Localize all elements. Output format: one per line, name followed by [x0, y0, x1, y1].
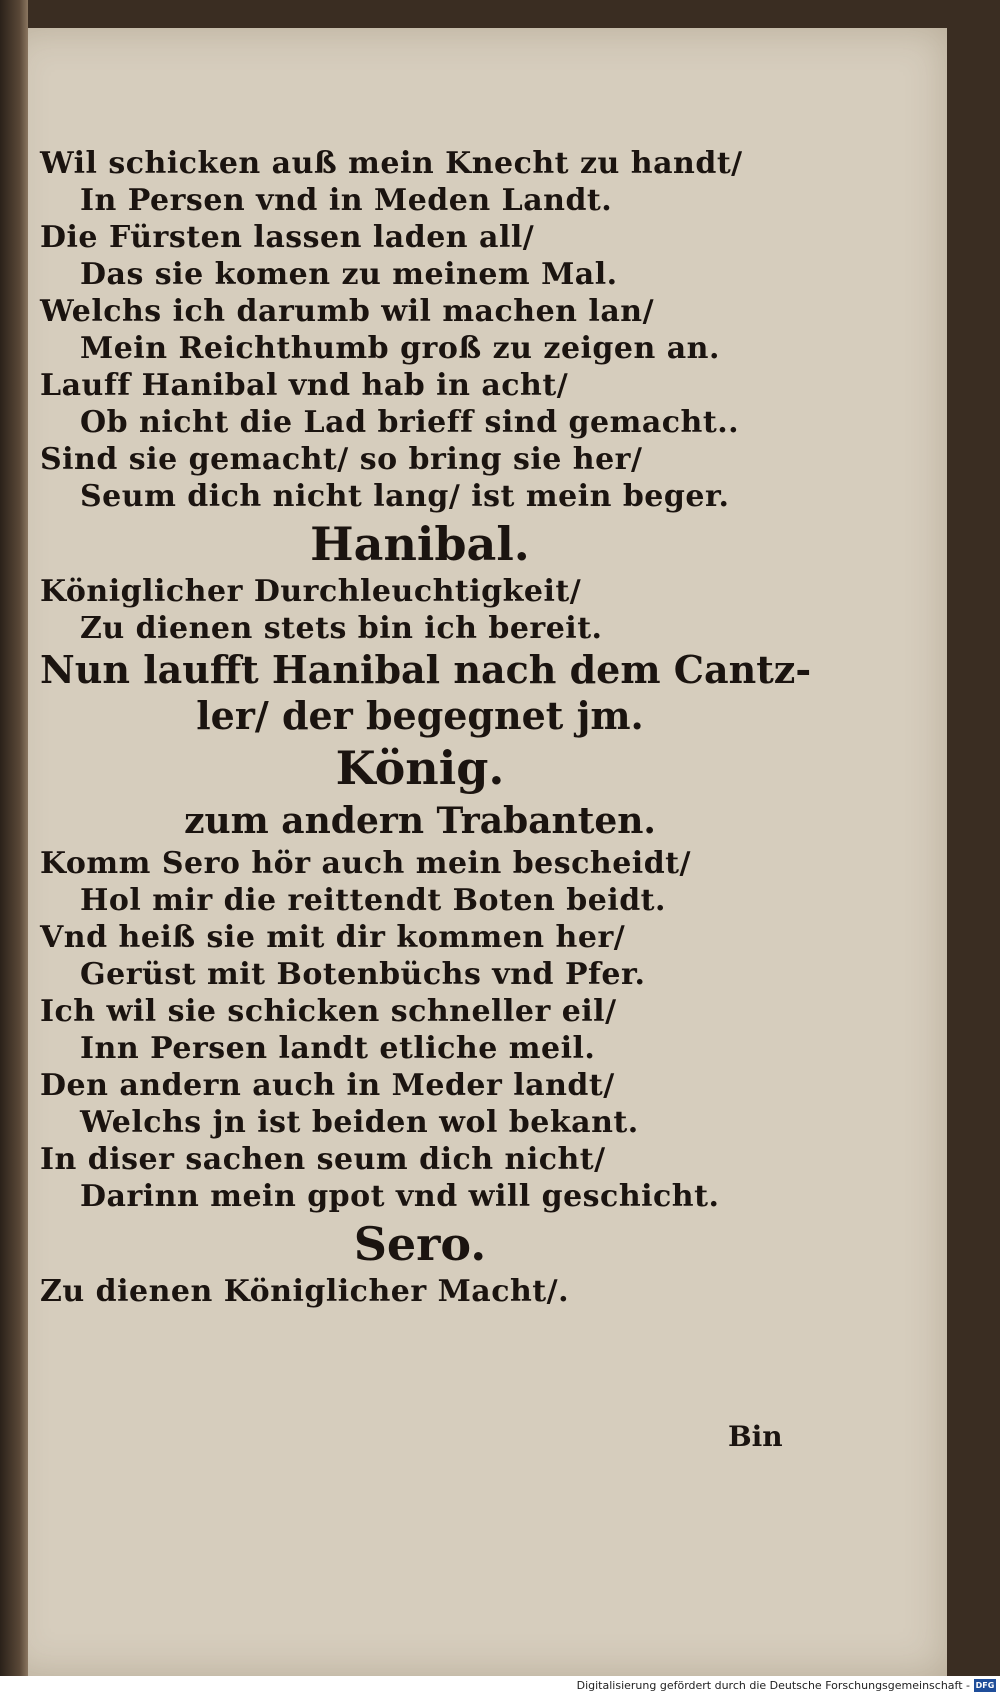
verse-line: Gerüst mit Botenbüchs vnd Pfer. [80, 957, 646, 992]
verse-line: In diser sachen seum dich nicht/ [40, 1142, 606, 1177]
funding-credit: Digitalisierung gefördert durch die Deutsche Forschungsgemeinschaft - [576, 1679, 970, 1692]
verse-line: Den andern auch in Meder landt/ [40, 1068, 615, 1103]
dfg-logo-icon: DFG [975, 1681, 995, 1690]
verse-line: Komm Sero hör auch mein bescheidt/ [40, 846, 691, 881]
verse-line: Vnd heiß sie mit dir kommen her/ [40, 920, 626, 955]
verse-line: Hol mir die reittendt Boten beidt. [80, 883, 666, 918]
verse-line: Zu dienen stets bin ich bereit. [80, 611, 603, 646]
verse-line: Ich wil sie schicken schneller eil/ [40, 994, 617, 1029]
verse-line: Mein Reichthumb groß zu zeigen an. [80, 331, 720, 366]
speaker-subheading: zum andern Trabanten. [184, 800, 656, 842]
verse-line: Welchs ich darumb wil machen lan/ [40, 294, 655, 329]
stage-direction: ler/ der begegnet jm. [196, 693, 644, 738]
verse-line: Welchs jn ist beiden wol bekant. [80, 1105, 639, 1140]
verse-line: Sind sie gemacht/ so bring sie her/ [40, 442, 643, 477]
verse-line: Seum dich nicht lang/ ist mein beger. [80, 479, 730, 514]
stage-direction: Nun laufft Hanibal nach dem Cantz- [40, 647, 812, 692]
verse-line: Ob nicht die Lad brieff sind gemacht.. [80, 405, 740, 440]
scan-top-edge [0, 0, 1000, 28]
verse-line: In Persen vnd in Meden Landt. [80, 183, 613, 218]
verse-line: Inn Persen landt etliche meil. [80, 1031, 596, 1066]
verse-line: Lauff Hanibal vnd hab in acht/ [40, 368, 569, 403]
speaker-heading-koenig: König. [335, 741, 505, 795]
verse-line: Darinn mein gpot vnd will geschicht. [80, 1179, 720, 1214]
verse-line: Das sie komen zu meinem Mal. [80, 257, 618, 292]
verse-line: Zu dienen Königlicher Macht/. [40, 1274, 570, 1309]
catchword: Bin [728, 1420, 783, 1453]
speaker-heading-sero: Sero. [353, 1217, 487, 1271]
verse-line: Wil schicken auß mein Knecht zu handt/ [40, 146, 743, 181]
page-text [40, 145, 812, 1310]
verse-line: Die Fürsten lassen laden all/ [40, 220, 535, 255]
book-binding-edge [0, 0, 28, 1695]
speaker-heading-hanibal: Hanibal. [310, 517, 530, 571]
verse-line: Königlicher Durchleuchtigkeit/ [40, 574, 582, 609]
